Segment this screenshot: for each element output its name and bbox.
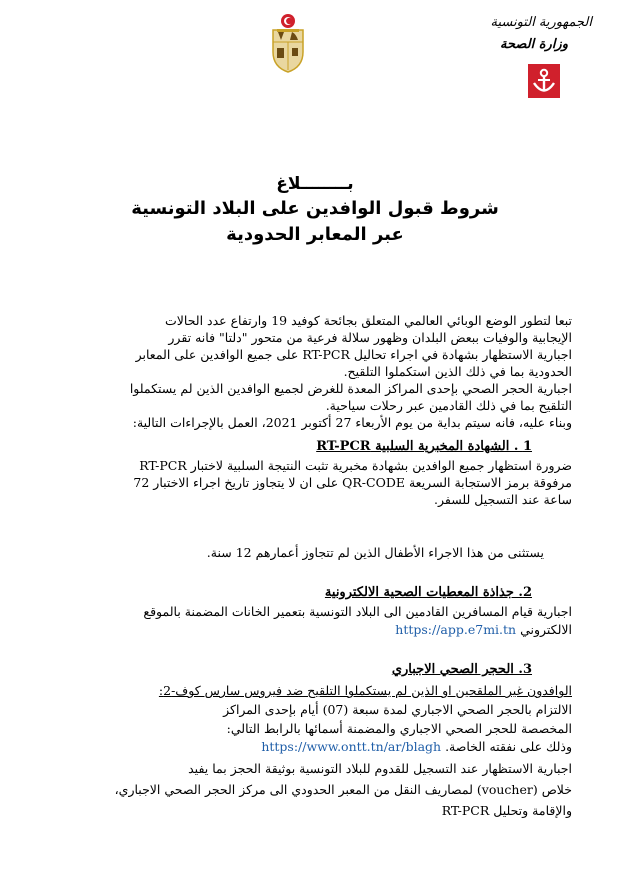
intro-line-4: الحدودية بما في ذلك الذين استكملوا التلقيح. bbox=[343, 364, 572, 379]
announcement-title: بــــــــلاغ bbox=[276, 174, 354, 194]
section-3-subheading: الوافدون غير الملقحين او الذين لم يستكملوا التلقيح ضد فيروس سارس كوف-2: bbox=[158, 683, 572, 698]
coat-of-arms-icon bbox=[268, 12, 308, 74]
intro-line-3: اجبارية الاستظهار بشهادة في اجراء تحاليل RT-PCR على جميع الوافدين على المعابر bbox=[135, 347, 572, 362]
section-3-line-3 bbox=[261, 739, 572, 754]
page-subtitle: عبر المعابر الحدودية bbox=[226, 224, 404, 245]
header-republic: الجمهورية التونسية bbox=[490, 15, 592, 30]
ministry-logo-icon bbox=[528, 64, 560, 98]
section-2-line-2-text: الالكتروني bbox=[520, 622, 572, 637]
section-2-line-1: اجبارية قيام المسافرين القادمين الى البلاد التونسية بتعمير الخانات المضمنة بالموقع bbox=[143, 604, 572, 619]
section-1-line-2: مرفوقة برمز الاستجابة السريعة QR-CODE على ان لا يتجاوز تاريخ اجراء الاختبار 72 bbox=[133, 475, 572, 490]
intro-line-1: تبعا لتطور الوضع الوبائي العالمي المتعلق بجائحة كوفيد 19 وارتفاع عدد الحالات bbox=[165, 313, 572, 328]
section-3-line-1: الالتزام بالحجر الصحي الاجباري لمدة سبعة (07) أيام بإحدى المراكز bbox=[223, 702, 572, 717]
intro-line-7: وبناء عليه، فانه سيتم بداية من يوم الأربعاء 27 أكتوبر 2021، العمل بالإجراءات التالية: bbox=[132, 415, 572, 430]
section-3-line-4: اجبارية الاستظهار عند التسجيل للقدوم للبلاد التونسية بوثيقة الحجز بما يفيد bbox=[188, 761, 572, 776]
header-ministry: وزارة الصحة bbox=[500, 37, 568, 52]
section-3-line-6: والإقامة وتحليل RT-PCR bbox=[441, 803, 572, 818]
section-3-line-2: المخصصة للحجر الصحي الاجباري والمضمنة أسمائها بالرابط التالي: bbox=[226, 721, 572, 736]
e7mi-link[interactable]: https://app.e7mi.tn bbox=[395, 622, 517, 637]
page-title: شروط قبول الوافدين على البلاد التونسية bbox=[131, 198, 499, 219]
intro-line-6: التلقيح بما في ذلك القادمين عبر رحلات سياحية. bbox=[325, 398, 572, 413]
section-1-line-3: ساعة عند التسجيل للسفر. bbox=[434, 492, 572, 507]
ontt-link[interactable]: https://www.ontt.tn/ar/blagh bbox=[261, 739, 442, 754]
section-1-line-1: ضرورة استظهار جميع الوافدين بشهادة مخبرية تثبت النتيجة السلبية لاختبار RT-PCR bbox=[139, 458, 572, 473]
section-2-heading: 2. جذاذة المعطيات الصحية الالكترونية bbox=[324, 585, 532, 600]
intro-line-2: الإيجابية والوفيات ببعض البلدان وظهور سلالة فرعية من متحور "دلتا" فانه تقرر bbox=[168, 330, 572, 345]
section-3-line-3-text: وذلك على نفقته الخاصة. bbox=[445, 739, 572, 754]
section-3-heading: 3. الحجر الصحي الاجباري bbox=[391, 662, 532, 677]
section-1-line-4: يستثنى من هذا الاجراء الأطفال الذين لم تتجاوز أعمارهم 12 سنة. bbox=[206, 545, 544, 560]
section-3-line-5: خلاص (voucher) لمصاريف النقل من المعبر الحدودي الى مركز الحجر الصحي الاجباري، bbox=[114, 782, 572, 797]
section-1-heading: 1 . الشهادة المخبرية السلبية RT-PCR bbox=[316, 439, 532, 454]
intro-line-5: اجبارية الحجر الصحي بإحدى المراكز المعدة للغرض لجميع الوافدين الذين لم يستكملوا bbox=[129, 381, 572, 396]
section-2-line-2 bbox=[395, 622, 572, 637]
